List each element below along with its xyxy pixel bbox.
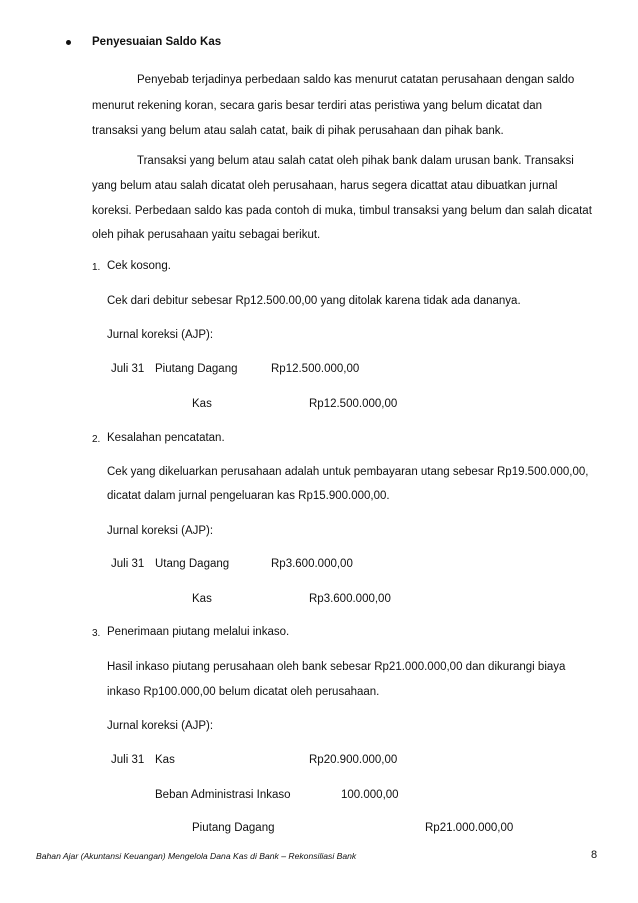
entry-date: Juli 31 — [111, 754, 145, 766]
paragraph2-line: yang belum atau salah dicatat oleh perusahaan, harus segera dicattat atau dibuatkan jurnal — [92, 180, 558, 192]
jurnal-label: Jurnal koreksi (AJP): — [107, 720, 214, 732]
debit-amount: Rp12.500.000,00 — [271, 363, 360, 375]
item-description: dicatat dalam jurnal pengeluaran kas Rp15.900.000,00. — [107, 490, 390, 502]
jurnal-label: Jurnal koreksi (AJP): — [107, 329, 214, 341]
bullet-icon — [66, 40, 71, 45]
credit-account: Kas — [192, 398, 212, 410]
item-title: Kesalahan pencatatan. — [107, 432, 225, 444]
item-title: Penerimaan piutang melalui inkaso. — [107, 626, 290, 638]
debit-account: Piutang Dagang — [155, 363, 238, 375]
item-number: 2. — [92, 434, 101, 445]
item-description: Cek dari debitur sebesar Rp12.500.00,00 yang ditolak karena tidak ada dananya. — [107, 295, 521, 307]
item-number: 3. — [92, 628, 101, 639]
item-description: inkaso Rp100.000,00 belum dicatat oleh perusahaan. — [107, 686, 380, 698]
item-number: 1. — [92, 262, 101, 273]
jurnal-label: Jurnal koreksi (AJP): — [107, 525, 214, 537]
footer-text: Bahan Ajar (Akuntansi Keuangan) Mengelola Dana Kas di Bank – Rekonsiliasi Bank — [36, 851, 357, 861]
entry-date: Juli 31 — [111, 558, 145, 570]
debit-amount: Rp3.600.000,00 — [271, 558, 353, 570]
paragraph1-line: Penyebab terjadinya perbedaan saldo kas menurut catatan perusahaan dengan saldo — [137, 74, 575, 86]
credit-amount: Rp21.000.000,00 — [425, 822, 514, 834]
item-description: Cek yang dikeluarkan perusahaan adalah untuk pembayaran utang sebesar Rp19.500.000,00, — [107, 466, 589, 478]
credit-account: Kas — [192, 593, 212, 605]
debit-account: Beban Administrasi Inkaso — [155, 789, 291, 801]
section-title: Penyesuaian Saldo Kas — [92, 36, 222, 48]
debit-amount: 100.000,00 — [341, 789, 399, 801]
paragraph2-line: koreksi. Perbedaan saldo kas pada contoh di muka, timbul transaksi yang belum dan salah dicatat — [92, 205, 592, 217]
debit-account: Utang Dagang — [155, 558, 230, 570]
debit-account: Kas — [155, 754, 175, 766]
credit-amount: Rp12.500.000,00 — [309, 398, 398, 410]
entry-date: Juli 31 — [111, 363, 145, 375]
credit-amount: Rp3.600.000,00 — [309, 593, 391, 605]
paragraph2-line: Transaksi yang belum atau salah catat oleh pihak bank dalam urusan bank. Transaksi — [137, 155, 574, 167]
item-description: Hasil inkaso piutang perusahaan oleh bank sebesar Rp21.000.000,00 dan dikurangi biaya — [107, 661, 566, 673]
page-number: 8 — [591, 849, 598, 861]
item-title: Cek kosong. — [107, 260, 171, 272]
paragraph2-line: oleh pihak perusahaan yaitu sebagai berikut. — [92, 229, 321, 241]
paragraph1-line: transaksi yang belum atau salah catat, baik di pihak perusahaan dan pihak bank. — [92, 125, 504, 137]
credit-account: Piutang Dagang — [192, 822, 275, 834]
debit-amount: Rp20.900.000,00 — [309, 754, 398, 766]
paragraph1-line: menurut rekening koran, secara garis besar terdiri atas peristiwa yang belum dicatat dan — [92, 100, 543, 112]
